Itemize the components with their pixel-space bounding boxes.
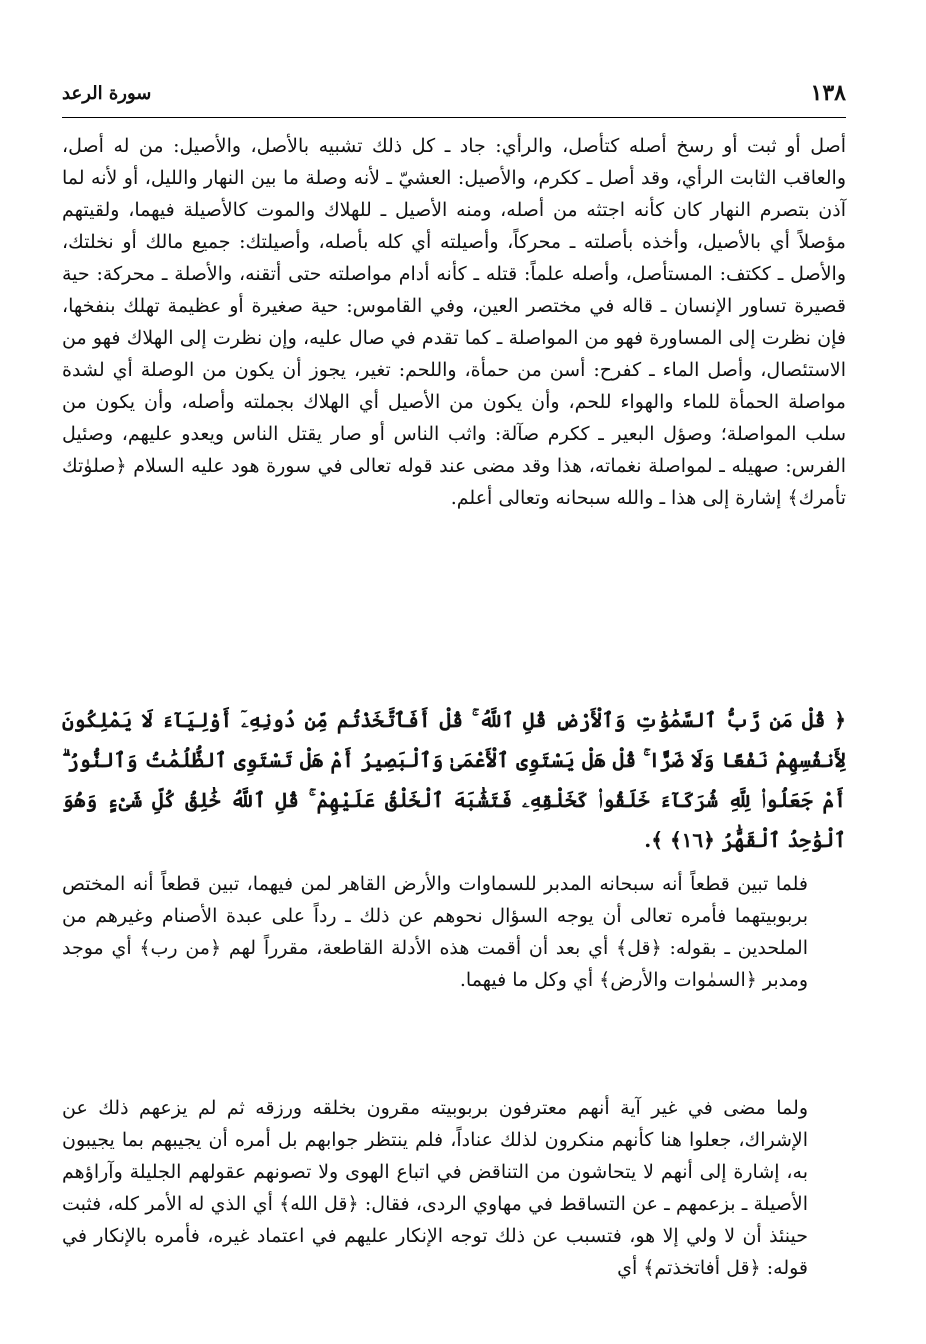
header-rule [62, 117, 846, 118]
surah-title: سورة الرعد [62, 83, 152, 104]
page-number: ١٣٨ [810, 80, 846, 106]
page-header [62, 80, 846, 116]
commentary-paragraph-1 [62, 130, 846, 514]
paragraph-text: أصل أو ثبت أو رسخ أصله كتأصل، والرأي: جاد ـ كل ذلك تشبيه بالأصل، والأصيل: من له أصل، والعاقب الثابت الرأي، وقد أصل ـ ككرم، والأصيل: العشيّ ـ لأنه وصلة ما بين النهار والليل، أو لأنه لما آذن بتصرم النهار كان كأنه اجتثه من أصله، ومنه الأصيل ـ للهلاك والموت كالأصيلة فيهما، ولقيتهم مؤصلاً أي بالأصيل، وأخذه بأصلته ـ محركاً، وأصيلته أي كله بأصله، وأصيلتك: جميع مالك أو نخلتك، والأصل ـ ككتف: المستأصل، وأصله علماً: قتله ـ كأنه أدام مواصلته حتى أتقنه، والأصلة ـ محركة: حية قصيرة تساور الإنسان ـ قاله في مختصر العين، وفي القاموس: حية صغيرة أو عظيمة تهلك بنفخها، فإن نظرت إلى المساورة فهو من المواصلة ـ كما تقدم في صال عليه، وإن نظرت إلى الهلاك فهو من الاستئصال، وأصل الماء ـ كفرح: أسن من حمأة، واللحم: تغير، يجوز أن يكون من الوصلة أي لشدة مواصلة الحمأة للماء والهواء للحم، وأن يكون من الأصيل أي الهلاك بجملته وأصله، وأن يكون من سلب المواصلة؛ وصؤل البعير ـ ككرم صآلة: واثب الناس أو صار يقتل الناس ويعدو عليهم، وصئيل الفرس: صهيله ـ لمواصلة نغماته، هذا وقد مضى عند قوله تعالى في سورة هود عليه السلام ﴿صلوٰتك تأمرك﴾ إشارة إلى هذا ـ والله سبحانه وتعالى أعلم. [62, 135, 846, 509]
quran-verse-block [62, 700, 846, 860]
paragraph-text: فلما تبين قطعاً أنه سبحانه المدبر للسماوات والأرض القاهر لمن فيهما، تبين قطعاً أنه المختص بربوبيتهما فأمره تعالى أن يوجه السؤال نحوهم عن ذلك ـ رداً على عبدة الأصنام وغيرهم من الملحدين ـ بقوله: ﴿قل﴾ أي بعد أن أقمت هذه الأدلة القاطعة، مقرراً لهم ﴿من رب﴾ أي موجد ومدبر ﴿السمٰوات والأرض﴾ أي وكل ما فيهما. [62, 873, 808, 991]
quran-verse-text: ﴿ قُلْ مَن رَّبُّ ٱلسَّمَٰوَٰتِ وَٱلْأَرْضِ قُلِ ٱللَّهُ ۚ قُلْ أَفَٱتَّخَذْتُم مِّن دُونِهِۦٓ أَوْلِيَآءَ لَا يَمْلِكُونَ لِأَنفُسِهِمْ نَفْعًا وَلَا ضَرًّا ۚ قُلْ هَلْ يَسْتَوِى ٱلْأَعْمَىٰ وَٱلْبَصِيرُ أَمْ هَلْ تَسْتَوِى ٱلظُّلُمَٰتُ وَٱلنُّورُ ۗ أَمْ جَعَلُوا۟ لِلَّهِ شُرَكَآءَ خَلَقُوا۟ كَخَلْقِهِۦ فَتَشَٰبَهَ ٱلْخَلْقُ عَلَيْهِمْ ۚ قُلِ ٱللَّهُ خَٰلِقُ كُلِّ شَىْءٍ وَهُوَ ٱلْوَٰحِدُ ٱلْقَهَّٰرُ ﴿١٦﴾ ﴾. [62, 708, 846, 852]
commentary-paragraph-3 [62, 1092, 846, 1284]
paragraph-text: ولما مضى في غير آية أنهم معترفون بربوبيته مقرون بخلقه ورزقه ثم لم يزعهم ذلك عن الإشراك، جعلوا هنا كأنهم منكرون لذلك عناداً، فلم ينتظر جوابهم بل أمره أن يجيبهم بما يجيبون به، إشارة إلى أنهم لا يتحاشون من التناقض في اتباع الهوى ولا تصونهم عقولهم الجليلة وآراؤهم الأصيلة ـ بزعمهم ـ عن التساقط في مهاوي الردى، فقال: ﴿قل الله﴾ أي الذي له الأمر كله، فثبت حينئذ أن لا ولي إلا هو، فتسبب عن ذلك توجه الإنكار عليهم في اعتماد غيره، فأمره بالإنكار في قوله: ﴿قل أفاتخذتم﴾ أي [62, 1097, 808, 1279]
commentary-paragraph-2 [62, 868, 846, 996]
